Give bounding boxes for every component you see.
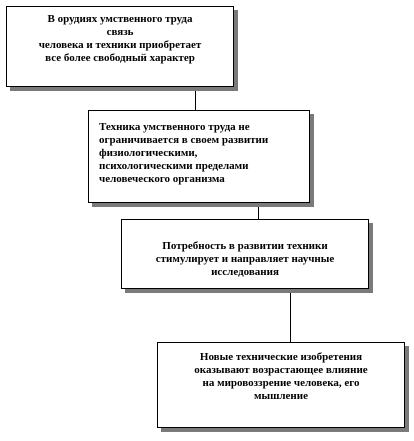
box-text-line: стимулирует и направляет научные: [155, 253, 335, 265]
connector-line: [195, 87, 196, 110]
box-text-line: исследования: [211, 266, 279, 278]
box-text-line: человеческого организма: [99, 173, 225, 185]
box-text-line: все более свободный характер: [45, 52, 195, 64]
box-text-line: связь: [106, 26, 134, 38]
diagram-box-mental-labor-tools: [6, 6, 234, 87]
diagram-box-technology-limits: [88, 110, 310, 203]
box-text-line: Потребность в развитии техники: [162, 240, 328, 252]
box-text-line: физиологическими,: [99, 147, 198, 159]
diagram-box-research-need: [121, 219, 369, 289]
box-text-line: Новые технические изобретения: [199, 351, 363, 363]
diagram-box-new-inventions: [157, 342, 405, 428]
box-text-line: человека и техники приобретает: [38, 39, 202, 51]
box-text-line: психологическими пределами: [99, 160, 249, 172]
box-text-line: на мировоззрение человека, его: [202, 377, 360, 389]
connector-line: [290, 289, 291, 342]
box-text-line: ограничивается в своем развитии: [99, 134, 269, 146]
box-text-line: Техника умственного труда не: [99, 121, 250, 133]
box-text-line: В орудиях умственного труда: [47, 13, 193, 25]
box-text-line: оказывают возрастающее влияние: [194, 364, 368, 376]
box-text-line: мышление: [254, 390, 308, 402]
